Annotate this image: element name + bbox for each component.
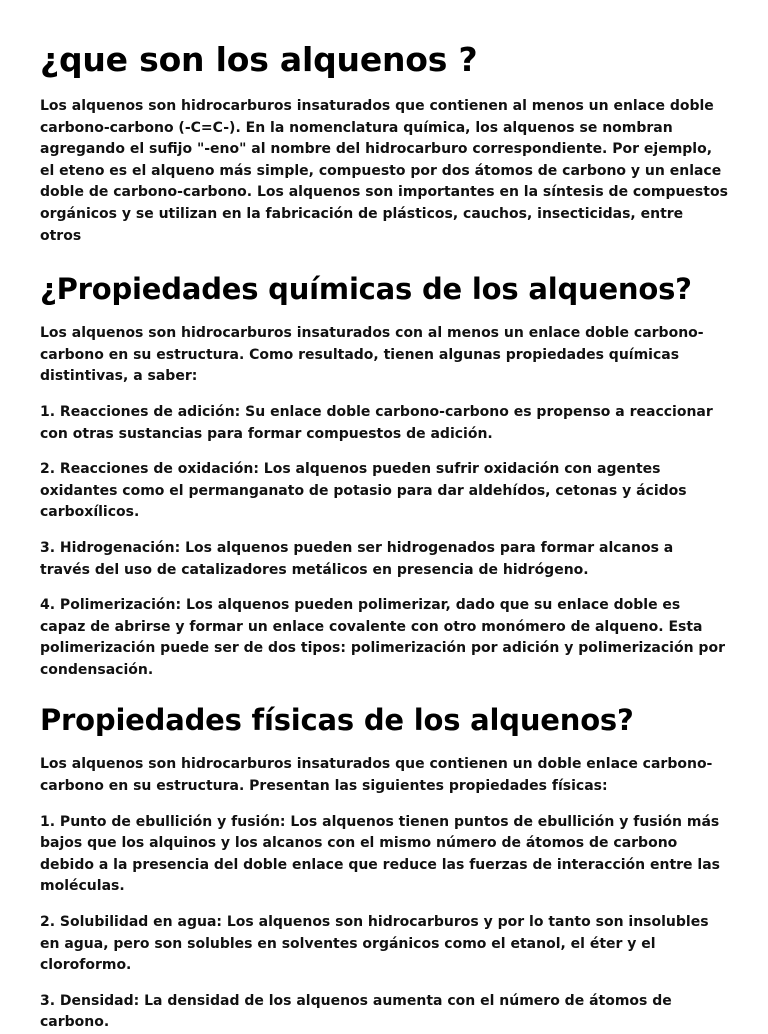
list-item: 4. Polimerización: Los alquenos pueden polimerizar, dado que su enlace doble es capaz de abrirse y formar un enlace covalente con otro monómero de alqueno. Esta polimerización puede ser de dos tipos: polimerización por adición y polimerización por condensación. (40, 597, 725, 678)
list-item: 2. Reacciones de oxidación: Los alquenos pueden sufrir oxidación con agentes oxidantes como el permanganato de potasio para dar aldehídos, cetonas y ácidos carboxílicos. (40, 461, 687, 521)
list-propiedades-quimicas (40, 402, 728, 682)
section-que-son (40, 40, 728, 247)
section-propiedades-fisicas (40, 701, 728, 1034)
paragraph-intro-fisicas: Los alquenos son hidrocarburos insaturados que contienen un doble enlace carbono-carbono en su estructura. Presentan las siguientes propiedades físicas: (40, 756, 713, 795)
list-propiedades-fisicas (40, 812, 728, 1034)
heading-propiedades-quimicas: ¿Propiedades químicas de los alquenos? (40, 272, 692, 307)
heading-que-son: ¿que son los alquenos ? (40, 40, 478, 79)
list-item: 1. Reacciones de adición: Su enlace doble carbono-carbono es propenso a reaccionar con otras sustancias para formar compuestos de adición. (40, 403, 713, 442)
paragraph-intro-quimicas: Los alquenos son hidrocarburos insaturados con al menos un enlace doble carbono-carbono en su estructura. Como resultado, tienen algunas propiedades químicas distintivas, a saber: (40, 325, 704, 385)
list-item: 3. Hidrogenación: Los alquenos pueden ser hidrogenados para formar alcanos a través del uso de catalizadores metálicos en presencia de hidrógeno. (40, 539, 674, 578)
list-item: 3. Densidad: La densidad de los alquenos aumenta con el número de átomos de carbono. (40, 992, 672, 1031)
list-item: 1. Punto de ebullición y fusión: Los alquenos tienen puntos de ebullición y fusión más bajos que los alquinos y los alcanos con el mismo número de átomos de carbono debido a la presencia del doble enlace que reduce las fuerzas de interacción entre las moléculas. (40, 813, 721, 895)
list-item: 2. Solubilidad en agua: Los alquenos son hidrocarburos y por lo tanto son insolubles en agua, pero son solubles en solventes orgánicos como el etanol, el éter y el cloroformo. (40, 914, 709, 974)
paragraph-definicion: Los alquenos son hidrocarburos insaturados que contienen al menos un enlace doble carbono-carbono (-C=C-). En la nomenclatura química, los alquenos se nombran agregando el sufijo "-eno" al nombre del hidrocarburo correspondiente. Por ejemplo, el eteno es el alqueno más simple, compuesto por dos átomos de carbono y un enlace doble de carbono-carbono. Los alquenos son importantes en la síntesis de compuestos orgánicos y se utilizan en la fabricación de plásticos, cauchos, insecticidas, entre otros (40, 98, 728, 244)
section-propiedades-quimicas (40, 270, 728, 681)
heading-propiedades-fisicas: Propiedades físicas de los alquenos? (40, 703, 634, 738)
